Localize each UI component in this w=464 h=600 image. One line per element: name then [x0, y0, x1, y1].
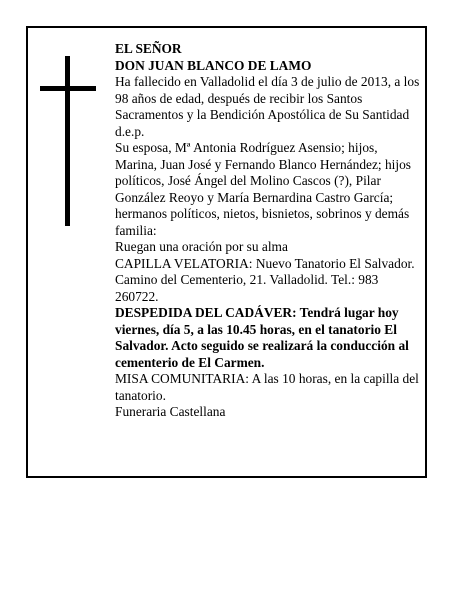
mass-info — [115, 371, 421, 404]
notice-body — [115, 41, 421, 421]
farewell-info — [115, 305, 421, 371]
farewell-details: Tendrá lugar hoy viernes, día 5, a las 10.45 horas, en el tanatorio El Salvador. Acto seguido se realizará la conducción al cementerio de El Carmen. — [115, 305, 409, 370]
cross-horizontal-bar — [40, 86, 96, 91]
prayer-request: Ruegan una oración por su alma — [115, 239, 288, 254]
chapel-info — [115, 256, 421, 306]
latin-cross-icon — [40, 56, 96, 226]
obituary-notice — [26, 26, 427, 478]
chapel-label: CAPILLA VELATORIA: — [115, 255, 253, 271]
family-members: Su esposa, Mª Antonia Rodríguez Asensio; hijos, Marina, Juan José y Fernando Blanco Hernández; hijos políticos, José Ángel del Molino Cascos (?), Pilar González Reoyo y María Bernardina Castro García; hermanos políticos, nietos, bisnietos, sobrinos y demás familia: — [115, 140, 412, 238]
notice-title: EL SEÑOR — [115, 41, 182, 56]
funeral-home: Funeraria Castellana — [115, 404, 226, 419]
mass-details: A las 10 horas, en la capilla del tanatorio. — [115, 371, 419, 403]
chapel-details: Nuevo Tanatorio El Salvador. Camino del Cementerio, 21. Valladolid. Tel.: 983 260722. — [115, 255, 415, 304]
mass-label: MISA COMUNITARIA: — [115, 371, 249, 386]
death-announcement: Ha fallecido en Valladolid el día 3 de julio de 2013, a los 98 años de edad, después de recibir los Santos Sacramentos y la Bendición Apostólica de Su Santidad d.e.p. — [115, 74, 420, 139]
deceased-name: DON JUAN BLANCO DE LAMO — [115, 57, 312, 73]
farewell-label: DESPEDIDA DEL CADÁVER: — [115, 305, 297, 320]
cross-vertical-bar — [65, 56, 70, 226]
